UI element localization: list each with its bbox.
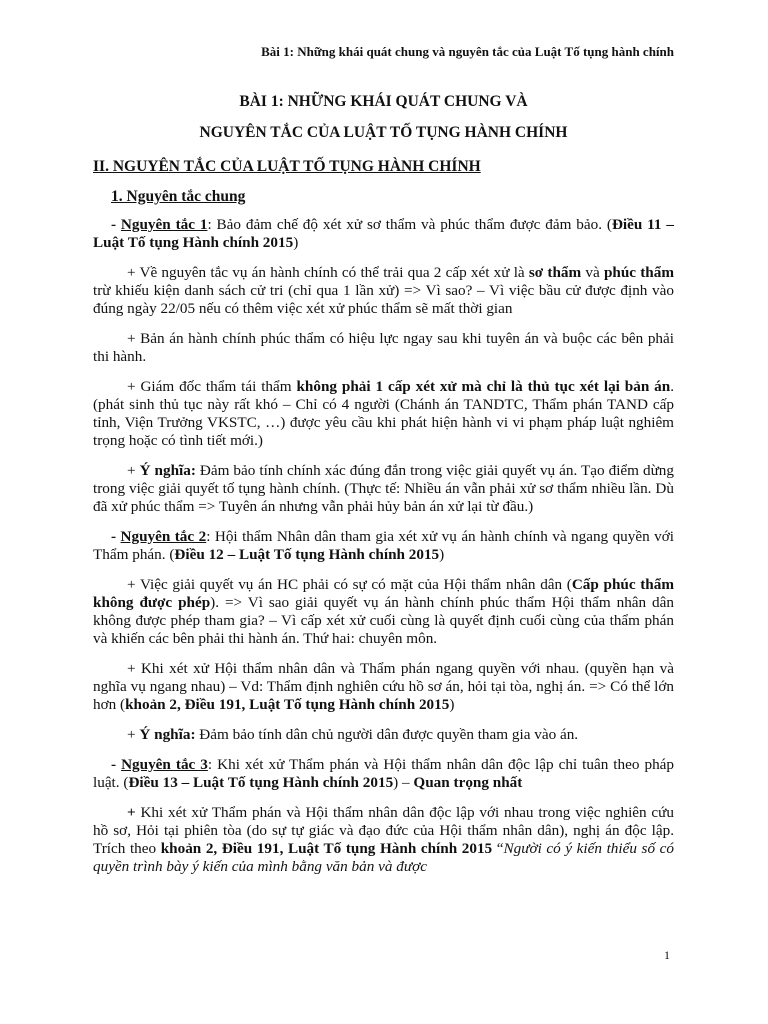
- principle-label: Nguyên tắc 2: [120, 528, 207, 545]
- bold-text: không phải 1 cấp xét xử mà chỉ là thủ tục xét lại bản án: [296, 378, 671, 395]
- text: + Về nguyên tắc vụ án hành chính có thể trải qua 2 cấp xét xử là: [127, 264, 529, 281]
- title-line-2: NGUYÊN TẮC CỦA LUẬT TỐ TỤNG HÀNH CHÍNH: [199, 124, 568, 141]
- bold-text: phúc thẩm: [603, 264, 674, 281]
- running-header: Bài 1: Những khái quát chung và nguyên tắc của Luật Tố tụng hành chính: [261, 44, 674, 59]
- bold-text: Ý nghĩa:: [139, 462, 196, 479]
- text: + Việc giải quyết vụ án HC phải có sự có mặt của Hội thẩm nhân dân (: [127, 576, 572, 593]
- dash: -: [111, 528, 121, 545]
- text: : Khi xét xử Thẩm phán và Hội thẩm nhân dân độc lập chỉ tuân theo pháp luật. (: [93, 756, 674, 791]
- text: ): [293, 234, 299, 251]
- law-reference: Điều 11 – Luật Tố tụng Hành chính 2015: [93, 216, 674, 251]
- text: Khi xét xử Thẩm phán và Hội thẩm nhân dân độc lập với nhau trong việc nghiên cứu hồ sơ, Hỏi tại phiên tòa (do sự tự giác và đạo đức của Hội thẩm nhân dân), nghị án độc lập. Trích theo: [93, 804, 674, 857]
- paragraph-people-assessors: [93, 576, 674, 648]
- text: ): [449, 696, 455, 713]
- bold-text: Ý nghĩa:: [139, 726, 196, 743]
- text: + Giám đốc thẩm tái thẩm: [127, 378, 297, 395]
- principle-label: Nguyên tắc 3: [121, 756, 208, 773]
- subsection-heading: 1. Nguyên tắc chung: [111, 188, 246, 205]
- paragraph-equal-rights: [93, 660, 674, 714]
- paragraph-meaning-1: [93, 462, 674, 516]
- paragraph-principle-2: [93, 528, 674, 564]
- text: + Khi xét xử Hội thẩm nhân dân và Thẩm phán ngang quyền với nhau. (quyền hạn và nghĩa vụ ngang nhau) – Vd: Thẩm định nghiên cứu hồ sơ án, hỏi tại tòa, nghị án. => Có thể lớn hơn (: [93, 660, 674, 713]
- paragraph-two-levels: [93, 264, 674, 318]
- text: . (phát sinh thủ tục này rất khó – Chỉ có 4 người (Chánh án TANDTC, Thẩm phán TAND cấp tỉnh, Viện Trưởng VKSTC, …) được yêu cầu khi phát hiện hành vi vi phạm pháp luật nghiêm trọng hoặc có tình tiết mới.): [93, 378, 674, 449]
- page-number: 1: [664, 948, 670, 962]
- paragraph-principle-1: [93, 216, 674, 252]
- text: và: [581, 264, 604, 281]
- text: ): [439, 546, 445, 563]
- text: : Hội thẩm Nhân dân tham gia xét xử vụ án hành chính và ngang quyền với Thẩm phán. (: [93, 528, 674, 563]
- bold-text: sơ thẩm: [528, 264, 582, 281]
- text: +: [127, 462, 140, 479]
- paragraph-appeal-effect: + Bản án hành chính phúc thẩm có hiệu lực ngay sau khi tuyên án và buộc các bên phải thi hành.: [93, 330, 674, 365]
- text: : Bảo đảm chế độ xét xử sơ thẩm và phúc thẩm được đảm bảo. (: [207, 216, 612, 233]
- law-reference: khoản 2, Điều 191, Luật Tố tụng Hành chính 2015: [125, 696, 450, 713]
- paragraph-meaning-2: [93, 726, 674, 744]
- text: Đảm bảo tính dân chủ người dân được quyền tham gia vào án.: [195, 726, 579, 743]
- law-reference: khoản 2, Điều 191, Luật Tố tụng Hành chính 2015: [160, 840, 493, 857]
- paragraph-cassation: [93, 378, 674, 450]
- paragraph-principle-3: [93, 756, 674, 792]
- plus-marker: +: [127, 804, 136, 821]
- law-reference: Điều 12 – Luật Tố tụng Hành chính 2015: [174, 546, 440, 563]
- text: ). => Vì sao giải quyết vụ án hành chính phúc thẩm Hội thẩm nhân dân không được phép tham gia? – Vì cấp xét xử cuối cùng là quyết định cuối cùng của thẩm phán và khiến các bên phải thi hành án. Thứ hai: chuyên môn.: [93, 594, 674, 647]
- dash: -: [111, 216, 121, 233]
- text: +: [127, 726, 140, 743]
- text: ) –: [393, 774, 414, 791]
- bold-text: Cấp phúc thẩm không được phép: [93, 576, 674, 611]
- principle-label: Nguyên tắc 1: [120, 216, 208, 233]
- paragraph-independence: [93, 804, 674, 876]
- title-line-1: BÀI 1: NHỮNG KHÁI QUÁT CHUNG VÀ: [239, 93, 528, 110]
- document-body: [93, 216, 674, 876]
- section-heading: II. NGUYÊN TẮC CỦA LUẬT TỐ TỤNG HÀNH CHÍNH: [93, 158, 481, 175]
- text: Đảm bảo tính chính xác đúng đắn trong việc giải quyết vụ án. Tạo điểm dừng trong việc giải quyết tố tụng hành chính. (Thực tế: Nhiều án vẫn phải xử sơ thẩm nhiều lần. Dù đã xử phúc thẩm => Tuyên án nhưng vẫn phải hủy bản án xử lại từ đầu.): [93, 462, 674, 515]
- text: trừ khiếu kiện danh sách cử tri (chỉ qua 1 lần xử) => Vì sao? – Vì việc bầu cử được định vào đúng ngày 22/05 nếu có thêm việc xét xử phúc thẩm sẽ mất thời gian: [93, 282, 674, 317]
- text: “: [492, 840, 504, 857]
- bold-text: Quan trọng nhất: [413, 774, 523, 791]
- italic-quote: Người có ý kiến thiểu số có quyền trình bày ý kiến của mình bằng văn bản và được: [93, 840, 674, 875]
- law-reference: Điều 13 – Luật Tố tụng Hành chính 2015: [128, 774, 394, 791]
- dash: -: [111, 756, 122, 773]
